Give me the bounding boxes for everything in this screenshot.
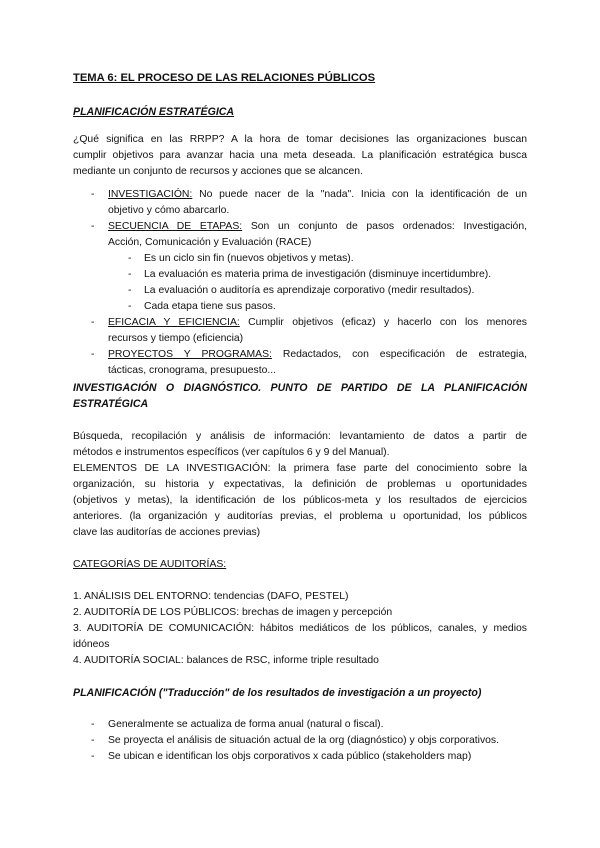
sub-bullet-dash: - — [128, 285, 132, 296]
bullet-text: Son un conjunto de pasos ordenados: Investigación, — [242, 221, 527, 232]
sub-bullet-dash: - — [128, 253, 132, 264]
auditoria-item: 1. ANÁLISIS DEL ENTORNO: tendencias (DAFO, PESTEL) — [73, 591, 349, 602]
paragraph-line: clave las auditorías de acciones previas) — [73, 527, 261, 538]
bullet-label: SECUENCIA DE ETAPAS: — [108, 221, 243, 232]
paragraph-line: métodos e instrumentos específicos (ver capítulos 6 y 9 del Manual). — [73, 447, 390, 458]
paragraph-line: anteriores. (la organización y auditorías previas, el problema u oportunidad, los públicos — [73, 511, 527, 522]
bullet-label: PROYECTOS Y PROGRAMAS: — [108, 349, 272, 360]
paragraph-line: organización, su historia y expectativas, la definición de problemas u oportunidades — [73, 479, 527, 490]
intro-line: cumplir objetivos para avanzar hacia una meta deseada. La planificación estratégica busca — [73, 150, 527, 161]
sub-bullet-item: Cada etapa tiene sus pasos. — [144, 301, 276, 312]
bullet-dash: - — [91, 719, 95, 730]
bullet-label: INVESTIGACIÓN: — [108, 189, 193, 200]
bullet-secuencia — [108, 219, 527, 235]
bullet-proyectos — [108, 347, 527, 363]
intro-line: mediante un conjunto de recursos y acciones que se alcancen. — [73, 166, 363, 177]
bullet-dash: - — [91, 317, 95, 328]
bullet-label: EFICACIA Y EFICIENCIA: — [108, 317, 240, 328]
sub-bullet-item: La evaluación es materia prima de investigación (disminuye incertidumbre). — [144, 269, 492, 280]
sub-bullet-item: La evaluación o auditoría es aprendizaje corporativo (medir resultados). — [144, 285, 475, 296]
paragraph-line: (objetivos y metas), la identificación de los públicos-meta y los resultados de ejercicios — [73, 495, 527, 506]
bullet-text: Acción, Comunicación y Evaluación (RACE) — [108, 237, 312, 248]
bullet-dash: - — [91, 221, 95, 232]
bullet-dash: - — [91, 189, 95, 200]
paragraph-line: Búsqueda, recopilación y análisis de información: levantamiento de datos a partir de — [73, 431, 527, 442]
intro-line: ¿Qué significa en las RRPP? A la hora de tomar decisiones las organizaciones buscan — [73, 134, 527, 145]
auditoria-item: 2. AUDITORÍA DE LOS PÚBLICOS: brechas de imagen y percepción — [73, 607, 393, 618]
bullet-text: Cumplir objetivos (eficaz) y hacerlo con los menores — [239, 317, 528, 328]
paragraph-line: ELEMENTOS DE LA INVESTIGACIÓN: la primera fase parte del conocimiento sobre la — [73, 463, 527, 474]
bullet-text: tácticas, cronograma, presupuesto... — [108, 365, 277, 376]
bullet-text: No puede nacer de la "nada". Inicia con la identificación de un — [192, 189, 527, 200]
bullet-text: recursos y tiempo (eficiencia) — [108, 333, 244, 344]
document-title: TEMA 6: EL PROCESO DE LAS RELACIONES PÚBLICOS — [73, 72, 376, 84]
bullet-dash: - — [91, 735, 95, 746]
planificacion-bullet: Generalmente se actualiza de forma anual (natural o fiscal). — [108, 719, 384, 730]
section-heading-investigacion: INVESTIGACIÓN O DIAGNÓSTICO. PUNTO DE PARTIDO DE LA PLANIFICACIÓN — [73, 382, 527, 394]
section-heading-investigacion-cont: ESTRATÉGICA — [73, 398, 149, 410]
auditoria-item: 3. AUDITORÍA DE COMUNICACIÓN: hábitos mediáticos de los públicos, canales, y medios — [73, 623, 527, 634]
bullet-text: Redactados, con especificación de estrategia, — [271, 349, 527, 360]
bullet-dash: - — [91, 349, 95, 360]
auditoria-item: idóneos — [73, 639, 110, 650]
planificacion-bullet: Se ubican e identifican los objs corporativos x cada público (stakeholders map) — [108, 751, 472, 762]
bullet-text: objetivo y cómo abarcarlo. — [108, 205, 230, 216]
sub-bullet-dash: - — [128, 269, 132, 280]
section-heading-planificacion-estrategica: PLANIFICACIÓN ESTRATÉGICA — [73, 106, 235, 118]
section-heading-auditorias: CATEGORÍAS DE AUDITORÍAS: — [73, 559, 227, 570]
sub-bullet-item: Es un ciclo sin fin (nuevos objetivos y metas). — [144, 253, 354, 264]
planificacion-bullet: Se proyecta el análisis de situación actual de la org (diagnóstico) y objs corporativos. — [108, 735, 500, 746]
bullet-dash: - — [91, 751, 95, 762]
auditoria-item: 4. AUDITORÍA SOCIAL: balances de RSC, informe triple resultado — [73, 655, 379, 666]
sub-bullet-dash: - — [128, 301, 132, 312]
bullet-investigacion — [108, 187, 527, 203]
section-heading-planificacion: PLANIFICACIÓN ("Traducción" de los resultados de investigación a un proyecto) — [73, 687, 482, 699]
bullet-eficacia — [108, 315, 527, 331]
